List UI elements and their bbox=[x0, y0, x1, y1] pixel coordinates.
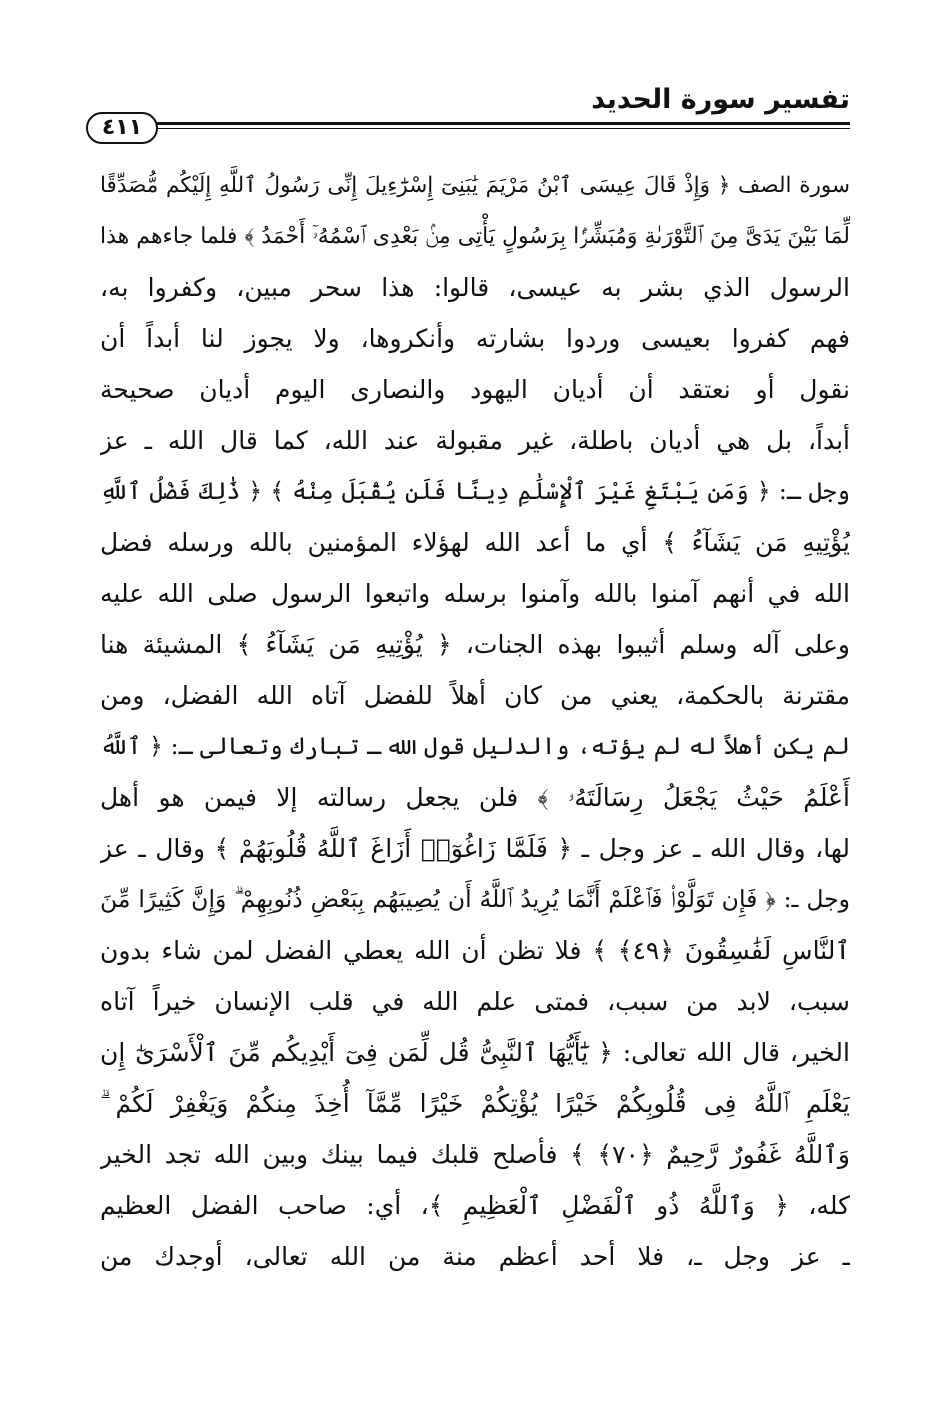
text-line: وعلى آله وسلم أثيبوا بهذه الجنات، ﴿ يُؤْتِيهِ مَن يَشَآءُ ﴾ المشيئة هنا bbox=[100, 630, 850, 659]
header-rule bbox=[150, 122, 850, 129]
text-line: وجل ـ: ﴿ وَمَن يَبْتَغِ غَيْرَ ٱلْإِسْلَٰمِ دِينًا فَلَن يُقْبَلَ مِنْهُ ﴾ ﴿ ذَٰلِكَ فَضْلُ ٱللَّهِ bbox=[100, 477, 850, 505]
text-line: يَعْلَمِ ٱللَّهُ فِى قُلُوبِكُمْ خَيْرًا يُؤْتِكُمْ خَيْرًا مِّمَّآ أُخِذَ مِنكُمْ وَيَغْفِرْ لَكُمْ ۗ bbox=[100, 1089, 850, 1118]
body-text bbox=[100, 160, 850, 1282]
text-line: فهم كفروا بعيسى وردوا بشارته وأنكروها، ولا يجوز لنا أبداً أن bbox=[100, 324, 850, 353]
text-line: الرسول الذي بشر به عيسى، قالوا: هذا سحر مبين، وكفروا به، bbox=[100, 273, 850, 302]
running-head-title: تفسير سورة الحديد bbox=[591, 84, 850, 115]
text-line: الله في أنهم آمنوا بالله وآمنوا برسله واتبعوا الرسول صلى الله عليه bbox=[100, 579, 850, 608]
text-line: لِّمَا بَيْنَ يَدَىَّ مِنَ ٱلتَّوْرَىٰةِ وَمُبَشِّرًۢا بِرَسُولٍ يَأْتِى مِنۢ بَعْدِى ٱسْمُهُۥٓ أَحْمَدُ ﴾ فلما جاءهم هذا bbox=[100, 224, 850, 249]
text-line: يُؤْتِيهِ مَن يَشَآءُ ﴾ أي ما أعد الله لهؤلاء المؤمنين بالله ورسله فضل bbox=[100, 528, 850, 557]
text-line: لها، وقال الله ـ عز وجل ـ ﴿ فَلَمَّا زَاغُوٓا۟ أَزَاغَ ٱللَّهُ قُلُوبَهُمْ ﴾ وقال ـ عز bbox=[100, 834, 850, 863]
text-line: سورة الصف ﴿ وَإِذْ قَالَ عِيسَى ٱبْنُ مَرْيَمَ يَٰبَنِىٓ إِسْرَٰٓءِيلَ إِنِّى رَسُولُ ٱللَّهِ إِلَيْكُم مُّصَدِّقًا bbox=[100, 173, 850, 198]
text-line: سبب، لابد من سبب، فمتى علم الله في قلب الإنسان خيراً آتاه bbox=[100, 987, 850, 1016]
text-line: ـ عز وجل ـ، فلا أحد أعظم منة من الله تعالى، أوجدك من bbox=[100, 1242, 850, 1271]
text-line: لم يكن أهلاً له لم يؤته، والدليل قول الله ـ تبارك وتعالى ـ: ﴿ ٱللَّهُ bbox=[100, 732, 850, 760]
text-line: أَعْلَمُ حَيْثُ يَجْعَلُ رِسَالَتَهُۥ ﴾ فلن يجعل رسالته إلا فيمن هو أهل bbox=[100, 783, 850, 812]
text-line: ٱلنَّاسِ لَفَٰسِقُونَ ﴿٤٩﴾ ﴾ فلا تظن أن الله يعطي الفضل لمن شاء بدون bbox=[100, 936, 850, 965]
text-line: كله، ﴿ وَٱللَّهُ ذُو ٱلْفَضْلِ ٱلْعَظِيمِ ﴾، أي: صاحب الفضل العظيم bbox=[100, 1191, 850, 1220]
text-line: الخير، قال الله تعالى: ﴿ يَٰٓأَيُّهَا ٱلنَّبِىُّ قُل لِّمَن فِىٓ أَيْدِيكُم مِّنَ ٱلْأَسْرَىٰٓ إِن bbox=[100, 1038, 850, 1067]
page-number: ٤١١ bbox=[86, 112, 158, 144]
text-line: أبداً، بل هي أديان باطلة، غير مقبولة عند الله، كما قال الله ـ عز bbox=[100, 426, 850, 455]
text-line: مقترنة بالحكمة، يعني من كان أهلاً للفضل آتاه الله الفضل، ومن bbox=[100, 681, 850, 710]
text-line: وجل ـ: ﴿ فَإِن تَوَلَّوْا۟ فَٱعْلَمْ أَنَّمَا يُرِيدُ ٱللَّهُ أَن يُصِيبَهُم بِبَعْضِ ذُنُوبِهِمْ ۗ وَإِنَّ كَثِيرًا مِّنَ bbox=[100, 885, 850, 913]
text-line: وَٱللَّهُ غَفُورٌ رَّحِيمٌ ﴿٧٠﴾ ﴾ فأصلح قلبك فيما بينك وبين الله تجد الخير bbox=[100, 1140, 850, 1169]
text-line: نقول أو نعتقد أن أديان اليهود والنصارى اليوم أديان صحيحة bbox=[100, 375, 850, 404]
